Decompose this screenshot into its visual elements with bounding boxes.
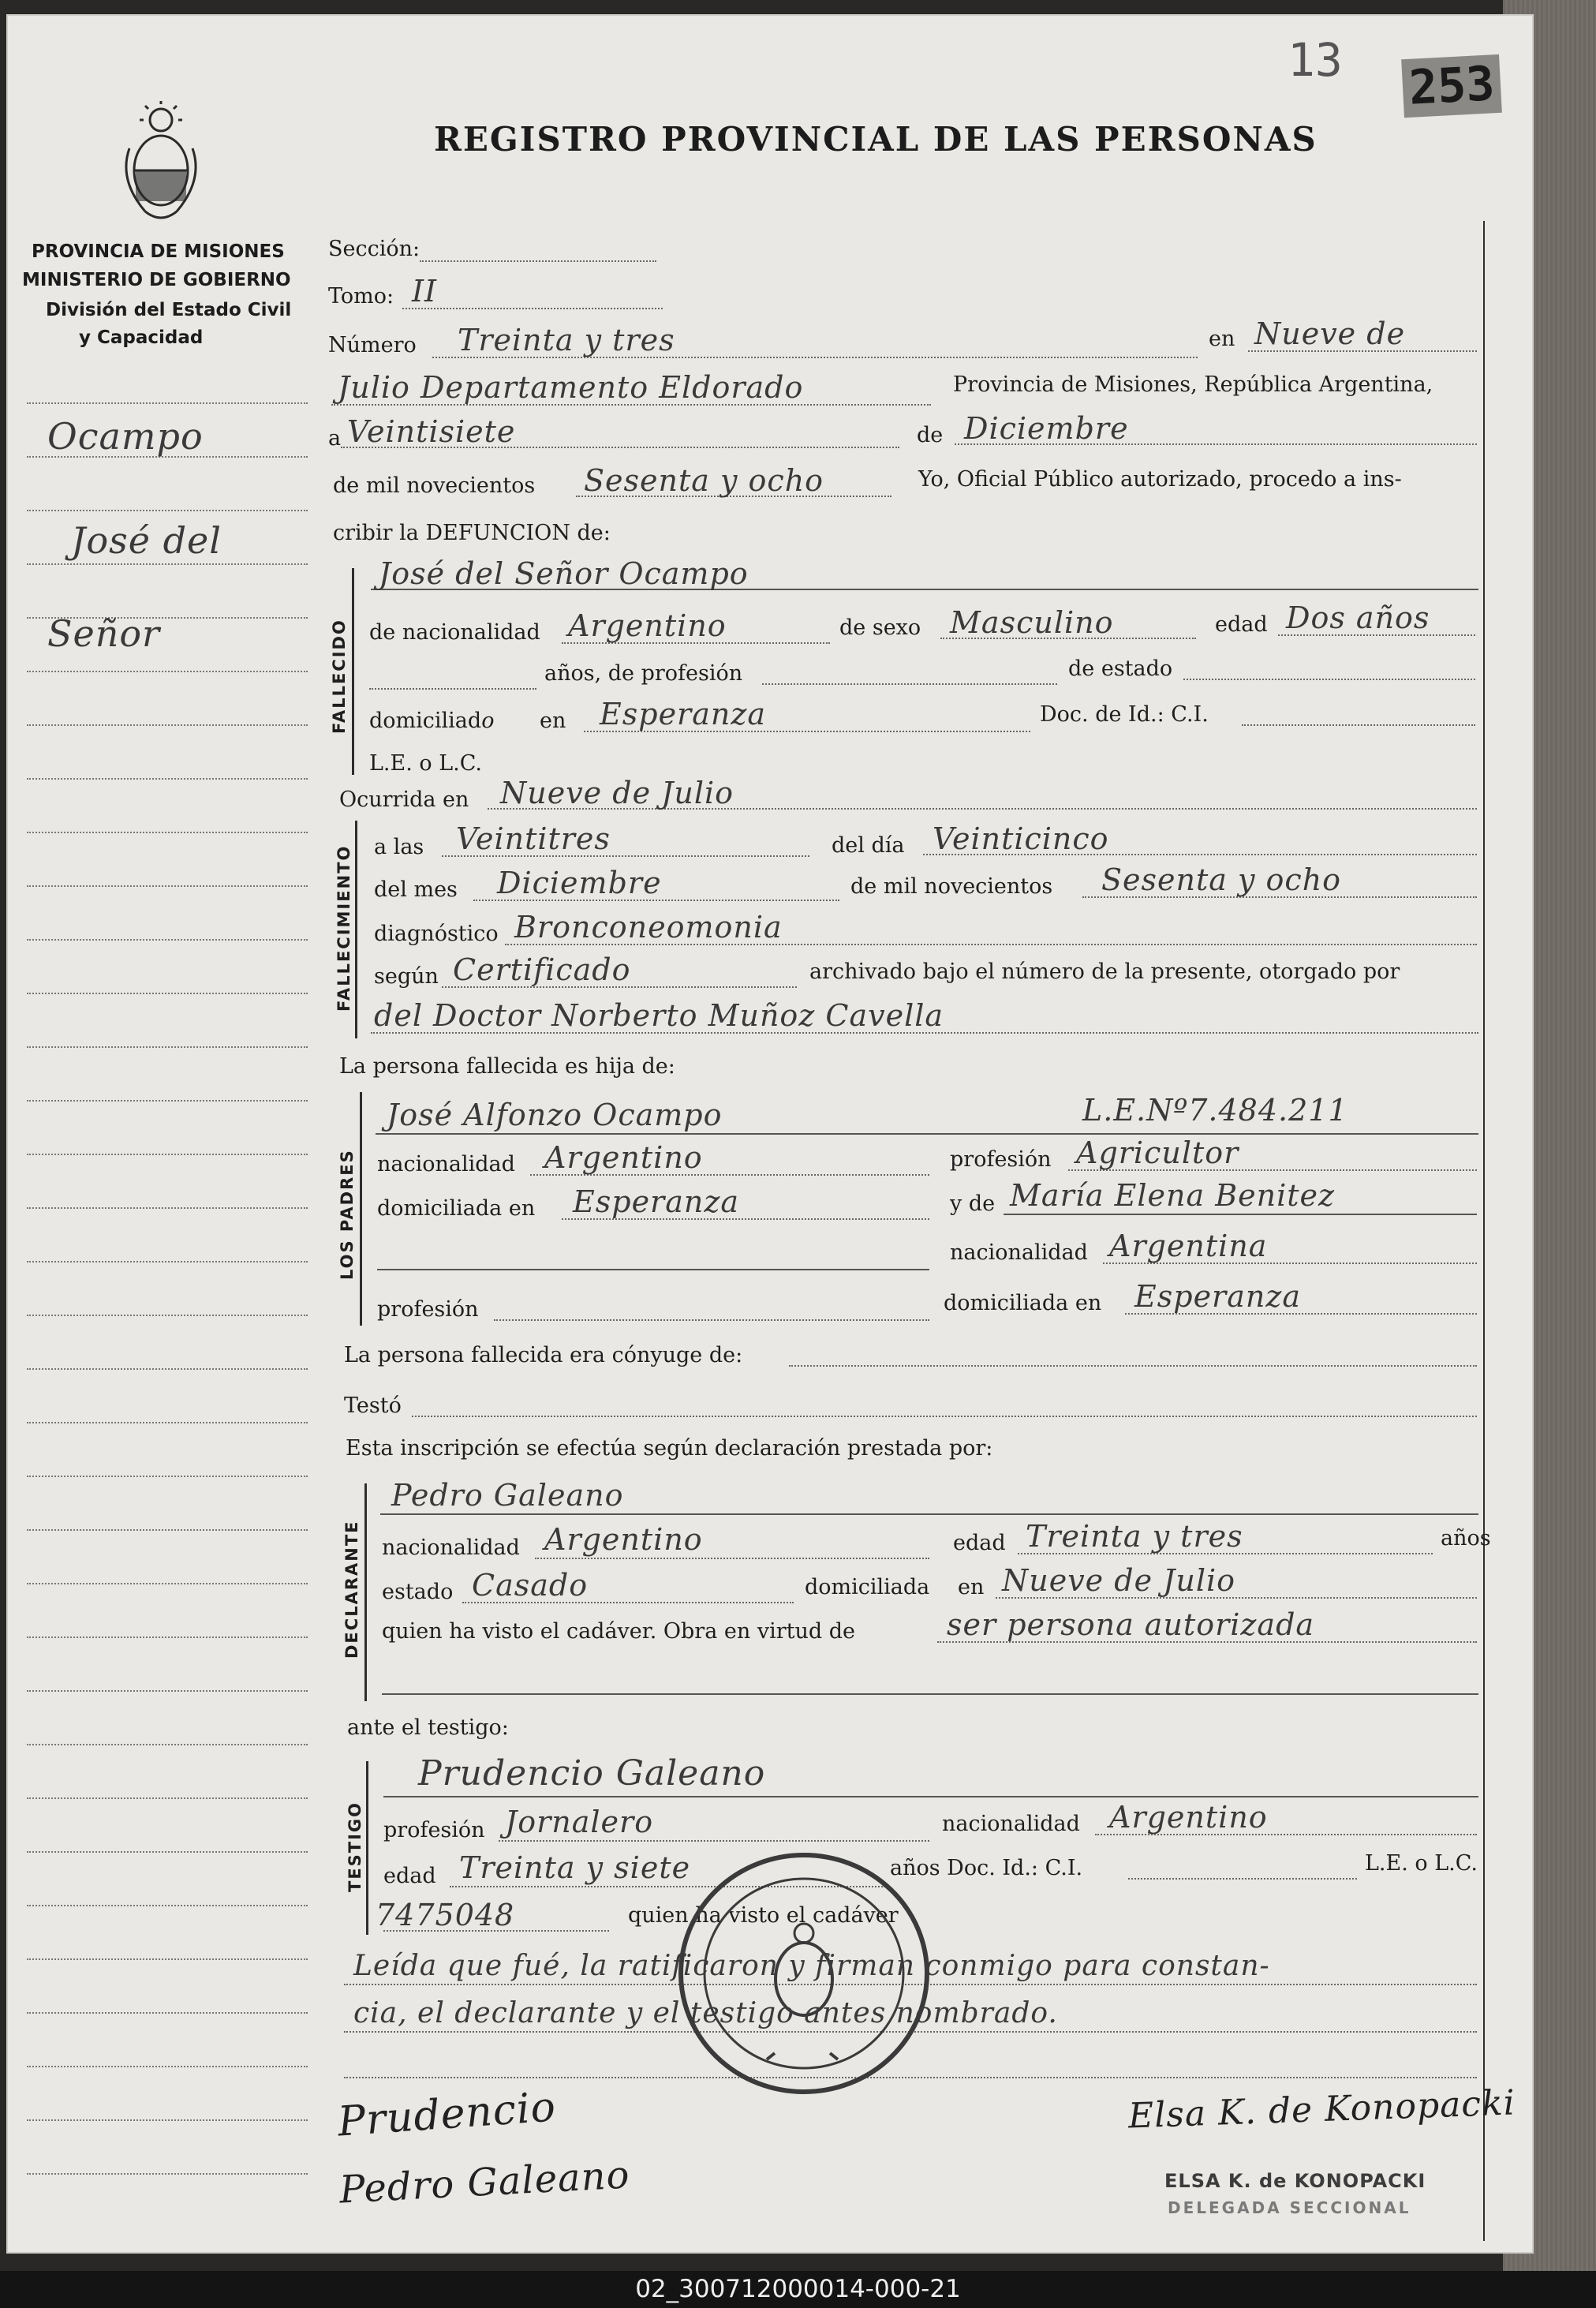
value-segun: Certificado (453, 952, 631, 987)
label-domiciliado-suffix: o (481, 709, 495, 733)
label-profesion-madre: profesión (377, 1297, 479, 1322)
value-padre-doc: L.E.Nº7.484.211 (1082, 1093, 1348, 1128)
value-decl-nac: Argentino (544, 1522, 703, 1557)
value-padre-dom: Esperanza (573, 1184, 740, 1219)
label-en-domicilio: en (540, 709, 566, 733)
label-nacionalidad-test: nacionalidad (942, 1812, 1080, 1836)
value-decl-estado: Casado (472, 1568, 589, 1603)
value-dia-muerte: Veinticinco (933, 821, 1109, 856)
value-madre-nac: Argentina (1109, 1229, 1268, 1263)
label-en-decl: en (958, 1575, 985, 1599)
label-inscribir: cribir la DEFUNCION de: (333, 521, 611, 545)
label-estado-decl: estado (382, 1580, 454, 1604)
ministry-name: MINISTERIO DE GOBIERNO (22, 270, 291, 290)
label-de-mil-2: de mil novecientos (850, 874, 1053, 899)
testigo-bracket (366, 1761, 368, 1935)
label-a-las: a las (374, 835, 424, 859)
label-domiciliado-stem: domiciliad (369, 709, 482, 733)
right-border (1483, 221, 1485, 2241)
label-edad: edad (1215, 612, 1268, 637)
value-anio-muerte: Sesenta y ocho (1101, 862, 1342, 897)
signature-declarante: Pedro Galeano (338, 2153, 631, 2213)
value-medico: del Doctor Norberto Muñoz Cavella (374, 998, 944, 1033)
argentine-coat-of-arms-icon (114, 101, 208, 227)
province-name: PROVINCIA DE MISIONES (32, 241, 285, 262)
fallecido-bracket (352, 568, 354, 775)
value-cierre-2: cia, el declarante y el testigo antes nombrado. (353, 1997, 1058, 2029)
label-del-mes: del mes (374, 877, 458, 902)
label-de-estado: de estado (1068, 656, 1173, 681)
value-en: Nueve de (1254, 316, 1406, 351)
label-anos-profesion: años, de profesión (544, 661, 743, 686)
value-madre-dom: Esperanza (1134, 1279, 1302, 1314)
value-ocurrida: Nueve de Julio (500, 776, 734, 810)
label-del-dia: del día (832, 833, 905, 858)
label-en: en (1209, 327, 1235, 351)
label-inscripcion: Esta inscripción se efectúa según declaración prestada por: (346, 1436, 993, 1461)
label-archivado: archivado bajo el número de la presente, otorgado por (809, 959, 1400, 984)
label-ocurrida: Ocurrida en (339, 787, 469, 812)
label-de-sexo: de sexo (839, 615, 921, 640)
value-padre-nac: Argentino (544, 1140, 703, 1175)
label-anos-doc: años Doc. Id.: C.I. (890, 1856, 1083, 1880)
division-name: División del Estado Civil (46, 300, 292, 320)
margin-given-names-2: Señor (47, 612, 161, 655)
label-ante-testigo: ante el testigo: (347, 1715, 509, 1740)
signature-oficial: Elsa K. de Konopacki (1127, 2082, 1516, 2137)
value-decl-edad: Treinta y tres (1026, 1519, 1243, 1554)
label-provincia: Provincia de Misiones, República Argentina, (953, 372, 1433, 397)
label-de: de (917, 423, 944, 447)
label-quien-visto: quien ha visto el cadáver. Obra en virtud de (382, 1619, 856, 1644)
label-a: a (328, 426, 342, 451)
label-nacionalidad-padre: nacionalidad (377, 1152, 515, 1176)
label-domiciliado (369, 710, 494, 731)
label-domiciliada-padre: domiciliada en (377, 1196, 536, 1221)
label-nacionalidad-decl: nacionalidad (382, 1536, 520, 1560)
fallecimiento-bracket (355, 821, 357, 1038)
value-lugar: Julio Departamento Eldorado (338, 370, 804, 405)
label-segun: según (374, 964, 439, 989)
official-title-stamp: DELEGADA SECCIONAL (1168, 2198, 1411, 2217)
value-nombre: José del Señor Ocampo (379, 556, 749, 591)
declarante-bracket (364, 1483, 367, 1701)
label-quien-visto-2: quien ha visto el cadáver (628, 1903, 899, 1928)
value-decl-dom: Nueve de Julio (1002, 1563, 1236, 1598)
value-test-nac: Argentino (1109, 1800, 1268, 1835)
registry-stamp-number: 253 (1401, 54, 1502, 118)
page-title: REGISTRO PROVINCIAL DE LAS PERSONAS (434, 120, 1318, 159)
label-de-nacionalidad: de nacionalidad (369, 620, 540, 645)
label-testo: Testó (344, 1393, 402, 1418)
label-profesion-padre: profesión (950, 1147, 1052, 1172)
value-declarante: Pedro Galeano (391, 1478, 624, 1513)
official-seal-icon (672, 1846, 936, 2100)
value-numero: Treinta y tres (458, 323, 675, 357)
label-domiciliada-decl: domiciliada (805, 1575, 930, 1599)
value-mes-muerte: Diciembre (497, 866, 662, 900)
value-dia: Veintisiete (347, 414, 516, 449)
label-domiciliada-madre: domiciliada en (944, 1291, 1102, 1315)
value-madre: María Elena Benitez (1010, 1178, 1336, 1213)
label-hija-de: La persona fallecida es hija de: (339, 1054, 675, 1079)
label-edad-test: edad (383, 1864, 436, 1888)
value-test-edad: Treinta y siete (459, 1850, 691, 1885)
label-nacionalidad-madre: nacionalidad (950, 1240, 1088, 1265)
value-diagnostico: Bronconeomonia (514, 910, 783, 945)
label-seccion: Sección: (328, 237, 420, 261)
label-edad-decl: edad (953, 1531, 1006, 1555)
value-test-doc: 7475048 (376, 1898, 515, 1932)
section-declarante: DECLARANTE (342, 1520, 361, 1659)
margin-given-names: José del (71, 519, 222, 562)
section-fallecimiento: FALLECIMIENTO (335, 844, 353, 1012)
value-domicilio: Esperanza (600, 697, 767, 731)
label-le-o-lc: L.E. o L.C. (1365, 1851, 1478, 1876)
section-testigo: TESTIGO (346, 1801, 364, 1892)
label-conyuge: La persona fallecida era cónyuge de: (344, 1343, 743, 1367)
value-sexo: Masculino (950, 605, 1114, 640)
value-hora: Veintitres (456, 821, 611, 856)
value-tomo: II (412, 274, 438, 309)
label-profesion-test: profesión (383, 1818, 485, 1842)
value-cierre-1: Leída que fué, la ratificaron y firman conmigo para constan- (353, 1950, 1270, 1982)
padres-bracket (360, 1092, 362, 1326)
label-diagnostico: diagnóstico (374, 922, 499, 946)
value-padre-prof: Agricultor (1076, 1135, 1239, 1170)
image-caption: 02_300712000014-000-21 (0, 2271, 1596, 2308)
value-anio: Sesenta y ocho (584, 463, 824, 498)
page-number: 13 (1288, 33, 1343, 87)
label-oficial: Yo, Oficial Público autorizado, procedo a ins- (918, 467, 1402, 492)
label-doc-id: Doc. de Id.: C.I. (1040, 702, 1209, 727)
value-testigo: Prudencio Galeano (418, 1753, 766, 1794)
value-nacionalidad: Argentino (568, 608, 727, 643)
section-fallecido: FALLECIDO (330, 619, 349, 734)
value-mes: Diciembre (964, 411, 1129, 446)
margin-surname: Ocampo (47, 415, 204, 458)
value-test-prof: Jornalero (505, 1805, 654, 1839)
signature-testigo: Prudencio (336, 2083, 558, 2146)
label-numero: Número (328, 333, 417, 357)
official-name-stamp: ELSA K. de KONOPACKI (1164, 2170, 1426, 2192)
label-tomo: Tomo: (328, 284, 394, 309)
label-y-de: y de (950, 1191, 996, 1216)
label-le-lc: L.E. o L.C. (369, 751, 483, 776)
label-anos-decl: años (1441, 1526, 1491, 1551)
value-edad: Dos años (1286, 600, 1430, 635)
label-de-mil: de mil novecientos (333, 473, 536, 498)
value-decl-virtud: ser persona autorizada (947, 1607, 1315, 1642)
section-los-padres: LOS PADRES (338, 1149, 357, 1280)
division-name-2: y Capacidad (79, 327, 204, 348)
value-padre: José Alfonzo Ocampo (387, 1098, 723, 1132)
